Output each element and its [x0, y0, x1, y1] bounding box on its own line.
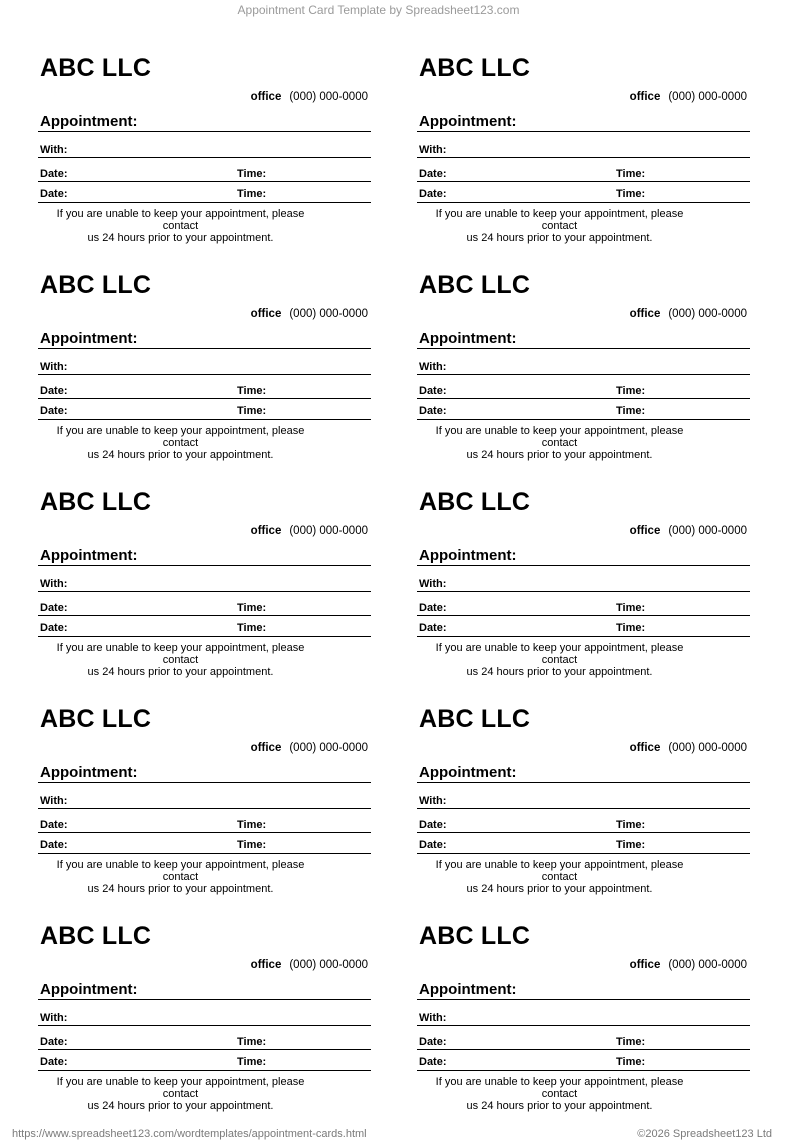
date-time-line-1: [38, 1049, 371, 1050]
with-label: With:: [419, 795, 447, 807]
footer-url: https://www.spreadsheet123.com/wordtemplates/appointment-cards.html: [12, 1128, 367, 1140]
with-label: With:: [419, 578, 447, 590]
appointment-heading: Appointment:: [419, 981, 517, 998]
time-label-2: Time:: [237, 1056, 267, 1068]
with-label: With:: [40, 578, 68, 590]
date-time-line-1: [417, 181, 750, 182]
divider-line: [38, 999, 371, 1000]
notice-line-2: us 24 hours prior to your appointment.: [466, 1100, 653, 1112]
with-field-line: [38, 1025, 371, 1026]
office-phone-line: [251, 525, 368, 537]
date-label-2: Date:: [419, 839, 447, 851]
office-label: office: [629, 525, 661, 537]
date-time-line-2: [38, 853, 371, 854]
date-time-line-2: [417, 853, 750, 854]
divider-line: [417, 131, 750, 132]
date-time-line-2: [417, 419, 750, 420]
appointment-card-grid: [38, 54, 750, 1139]
notice-line-2: us 24 hours prior to your appointment.: [466, 883, 653, 895]
company-name: ABC LLC: [419, 488, 531, 516]
date-time-line-2: [38, 1070, 371, 1071]
office-phone: (000) 000-0000: [668, 525, 747, 537]
date-label-1: Date:: [419, 1036, 447, 1048]
appointment-heading: Appointment:: [419, 113, 517, 130]
date-label-1: Date:: [40, 819, 68, 831]
appointment-heading: Appointment:: [40, 330, 138, 347]
time-label-2: Time:: [616, 1056, 646, 1068]
cancellation-notice: [38, 425, 323, 461]
date-label-2: Date:: [419, 1056, 447, 1068]
date-label-1: Date:: [419, 385, 447, 397]
appointment-heading: Appointment:: [419, 764, 517, 781]
notice-line-1: If you are unable to keep your appointment, please contact: [56, 859, 305, 883]
appointment-card: [417, 54, 750, 271]
with-field-line: [417, 157, 750, 158]
date-time-line-2: [38, 202, 371, 203]
office-phone-line: [630, 308, 747, 320]
time-label-1: Time:: [237, 1036, 267, 1048]
date-time-line-2: [38, 419, 371, 420]
notice-line-1: If you are unable to keep your appointment, please contact: [435, 642, 684, 666]
appointment-heading: Appointment:: [40, 113, 138, 130]
appointment-card: [38, 488, 371, 705]
company-name: ABC LLC: [40, 488, 152, 516]
time-label-2: Time:: [616, 622, 646, 634]
notice-line-1: If you are unable to keep your appointment, please contact: [435, 208, 684, 232]
office-phone-line: [251, 308, 368, 320]
with-label: With:: [40, 795, 68, 807]
notice-line-2: us 24 hours prior to your appointment.: [87, 232, 274, 244]
date-label-2: Date:: [40, 622, 68, 634]
appointment-heading: Appointment:: [40, 981, 138, 998]
appointment-heading: Appointment:: [419, 330, 517, 347]
cancellation-notice: [38, 1076, 323, 1112]
time-label-2: Time:: [237, 188, 267, 200]
time-label-1: Time:: [237, 385, 267, 397]
date-time-line-2: [417, 202, 750, 203]
date-label-2: Date:: [40, 188, 68, 200]
cancellation-notice: [417, 1076, 702, 1112]
date-time-line-1: [417, 832, 750, 833]
office-phone: (000) 000-0000: [289, 959, 368, 971]
date-label-1: Date:: [419, 602, 447, 614]
date-time-line-1: [38, 615, 371, 616]
with-label: With:: [419, 144, 447, 156]
date-time-line-2: [417, 636, 750, 637]
divider-line: [417, 348, 750, 349]
appointment-card: [38, 54, 371, 271]
time-label-1: Time:: [616, 1036, 646, 1048]
divider-line: [417, 565, 750, 566]
notice-line-1: If you are unable to keep your appointment, please contact: [435, 425, 684, 449]
with-label: With:: [40, 1012, 68, 1024]
time-label-2: Time:: [237, 839, 267, 851]
office-phone-line: [251, 959, 368, 971]
page-header-title: Appointment Card Template by Spreadsheet123.com: [237, 3, 520, 17]
appointment-card: [38, 922, 371, 1139]
date-label-1: Date:: [40, 385, 68, 397]
time-label-1: Time:: [616, 602, 646, 614]
company-name: ABC LLC: [419, 271, 531, 299]
date-label-2: Date:: [40, 839, 68, 851]
divider-line: [38, 565, 371, 566]
office-phone: (000) 000-0000: [289, 742, 368, 754]
notice-line-2: us 24 hours prior to your appointment.: [87, 883, 274, 895]
date-time-line-1: [38, 398, 371, 399]
company-name: ABC LLC: [40, 705, 152, 733]
office-phone-line: [630, 91, 747, 103]
office-phone: (000) 000-0000: [668, 742, 747, 754]
office-label: office: [250, 91, 282, 103]
with-field-line: [38, 157, 371, 158]
time-label-1: Time:: [237, 819, 267, 831]
notice-line-2: us 24 hours prior to your appointment.: [87, 1100, 274, 1112]
time-label-2: Time:: [237, 622, 267, 634]
notice-line-1: If you are unable to keep your appointment, please contact: [435, 859, 684, 883]
time-label-1: Time:: [616, 168, 646, 180]
office-phone-line: [251, 91, 368, 103]
divider-line: [38, 782, 371, 783]
time-label-1: Time:: [237, 168, 267, 180]
notice-line-1: If you are unable to keep your appointment, please contact: [435, 1076, 684, 1100]
date-label-2: Date:: [40, 1056, 68, 1068]
notice-line-2: us 24 hours prior to your appointment.: [466, 232, 653, 244]
cancellation-notice: [38, 208, 323, 244]
office-phone: (000) 000-0000: [289, 525, 368, 537]
cancellation-notice: [417, 425, 702, 461]
cancellation-notice: [38, 642, 323, 678]
notice-line-1: If you are unable to keep your appointment, please contact: [56, 1076, 305, 1100]
office-label: office: [250, 525, 282, 537]
company-name: ABC LLC: [419, 922, 531, 950]
office-label: office: [250, 742, 282, 754]
divider-line: [38, 131, 371, 132]
appointment-heading: Appointment:: [419, 547, 517, 564]
date-time-line-1: [417, 1049, 750, 1050]
with-label: With:: [40, 361, 68, 373]
date-label-1: Date:: [40, 168, 68, 180]
company-name: ABC LLC: [40, 922, 152, 950]
office-phone-line: [251, 742, 368, 754]
office-phone-line: [630, 525, 747, 537]
date-label-2: Date:: [40, 405, 68, 417]
date-label-1: Date:: [419, 168, 447, 180]
office-label: office: [250, 959, 282, 971]
notice-line-1: If you are unable to keep your appointment, please contact: [56, 425, 305, 449]
date-time-line-2: [38, 636, 371, 637]
office-label: office: [629, 959, 661, 971]
with-field-line: [417, 1025, 750, 1026]
notice-line-1: If you are unable to keep your appointment, please contact: [56, 208, 305, 232]
page-footer: [12, 1128, 772, 1140]
appointment-card: [38, 705, 371, 922]
date-label-1: Date:: [40, 1036, 68, 1048]
time-label-2: Time:: [616, 188, 646, 200]
with-label: With:: [40, 144, 68, 156]
notice-line-2: us 24 hours prior to your appointment.: [87, 449, 274, 461]
with-field-line: [38, 591, 371, 592]
office-phone: (000) 000-0000: [668, 91, 747, 103]
date-label-2: Date:: [419, 622, 447, 634]
office-label: office: [250, 308, 282, 320]
time-label-1: Time:: [237, 602, 267, 614]
office-phone-line: [630, 742, 747, 754]
appointment-card: [417, 705, 750, 922]
with-field-line: [38, 374, 371, 375]
office-label: office: [629, 742, 661, 754]
notice-line-1: If you are unable to keep your appointment, please contact: [56, 642, 305, 666]
date-label-1: Date:: [419, 819, 447, 831]
company-name: ABC LLC: [40, 54, 152, 82]
cancellation-notice: [417, 859, 702, 895]
appointment-card: [417, 271, 750, 488]
date-time-line-1: [417, 615, 750, 616]
office-label: office: [629, 308, 661, 320]
cancellation-notice: [38, 859, 323, 895]
date-time-line-2: [417, 1070, 750, 1071]
date-time-line-1: [38, 832, 371, 833]
notice-line-2: us 24 hours prior to your appointment.: [466, 449, 653, 461]
office-phone: (000) 000-0000: [668, 959, 747, 971]
with-label: With:: [419, 1012, 447, 1024]
office-phone-line: [630, 959, 747, 971]
divider-line: [417, 999, 750, 1000]
office-phone: (000) 000-0000: [668, 308, 747, 320]
company-name: ABC LLC: [419, 54, 531, 82]
company-name: ABC LLC: [40, 271, 152, 299]
appointment-heading: Appointment:: [40, 547, 138, 564]
date-time-line-1: [417, 398, 750, 399]
date-label-2: Date:: [419, 405, 447, 417]
date-time-line-1: [38, 181, 371, 182]
date-label-2: Date:: [419, 188, 447, 200]
office-label: office: [629, 91, 661, 103]
time-label-2: Time:: [616, 405, 646, 417]
cancellation-notice: [417, 642, 702, 678]
time-label-2: Time:: [237, 405, 267, 417]
appointment-card: [38, 271, 371, 488]
with-label: With:: [419, 361, 447, 373]
with-field-line: [417, 374, 750, 375]
with-field-line: [417, 591, 750, 592]
time-label-1: Time:: [616, 385, 646, 397]
footer-copyright: ©2026 Spreadsheet123 Ltd: [637, 1128, 772, 1140]
cancellation-notice: [417, 208, 702, 244]
with-field-line: [38, 808, 371, 809]
divider-line: [417, 782, 750, 783]
office-phone: (000) 000-0000: [289, 308, 368, 320]
appointment-card: [417, 922, 750, 1139]
appointment-card: [417, 488, 750, 705]
with-field-line: [417, 808, 750, 809]
time-label-1: Time:: [616, 819, 646, 831]
notice-line-2: us 24 hours prior to your appointment.: [87, 666, 274, 678]
appointment-heading: Appointment:: [40, 764, 138, 781]
notice-line-2: us 24 hours prior to your appointment.: [466, 666, 653, 678]
office-phone: (000) 000-0000: [289, 91, 368, 103]
divider-line: [38, 348, 371, 349]
date-label-1: Date:: [40, 602, 68, 614]
time-label-2: Time:: [616, 839, 646, 851]
company-name: ABC LLC: [419, 705, 531, 733]
